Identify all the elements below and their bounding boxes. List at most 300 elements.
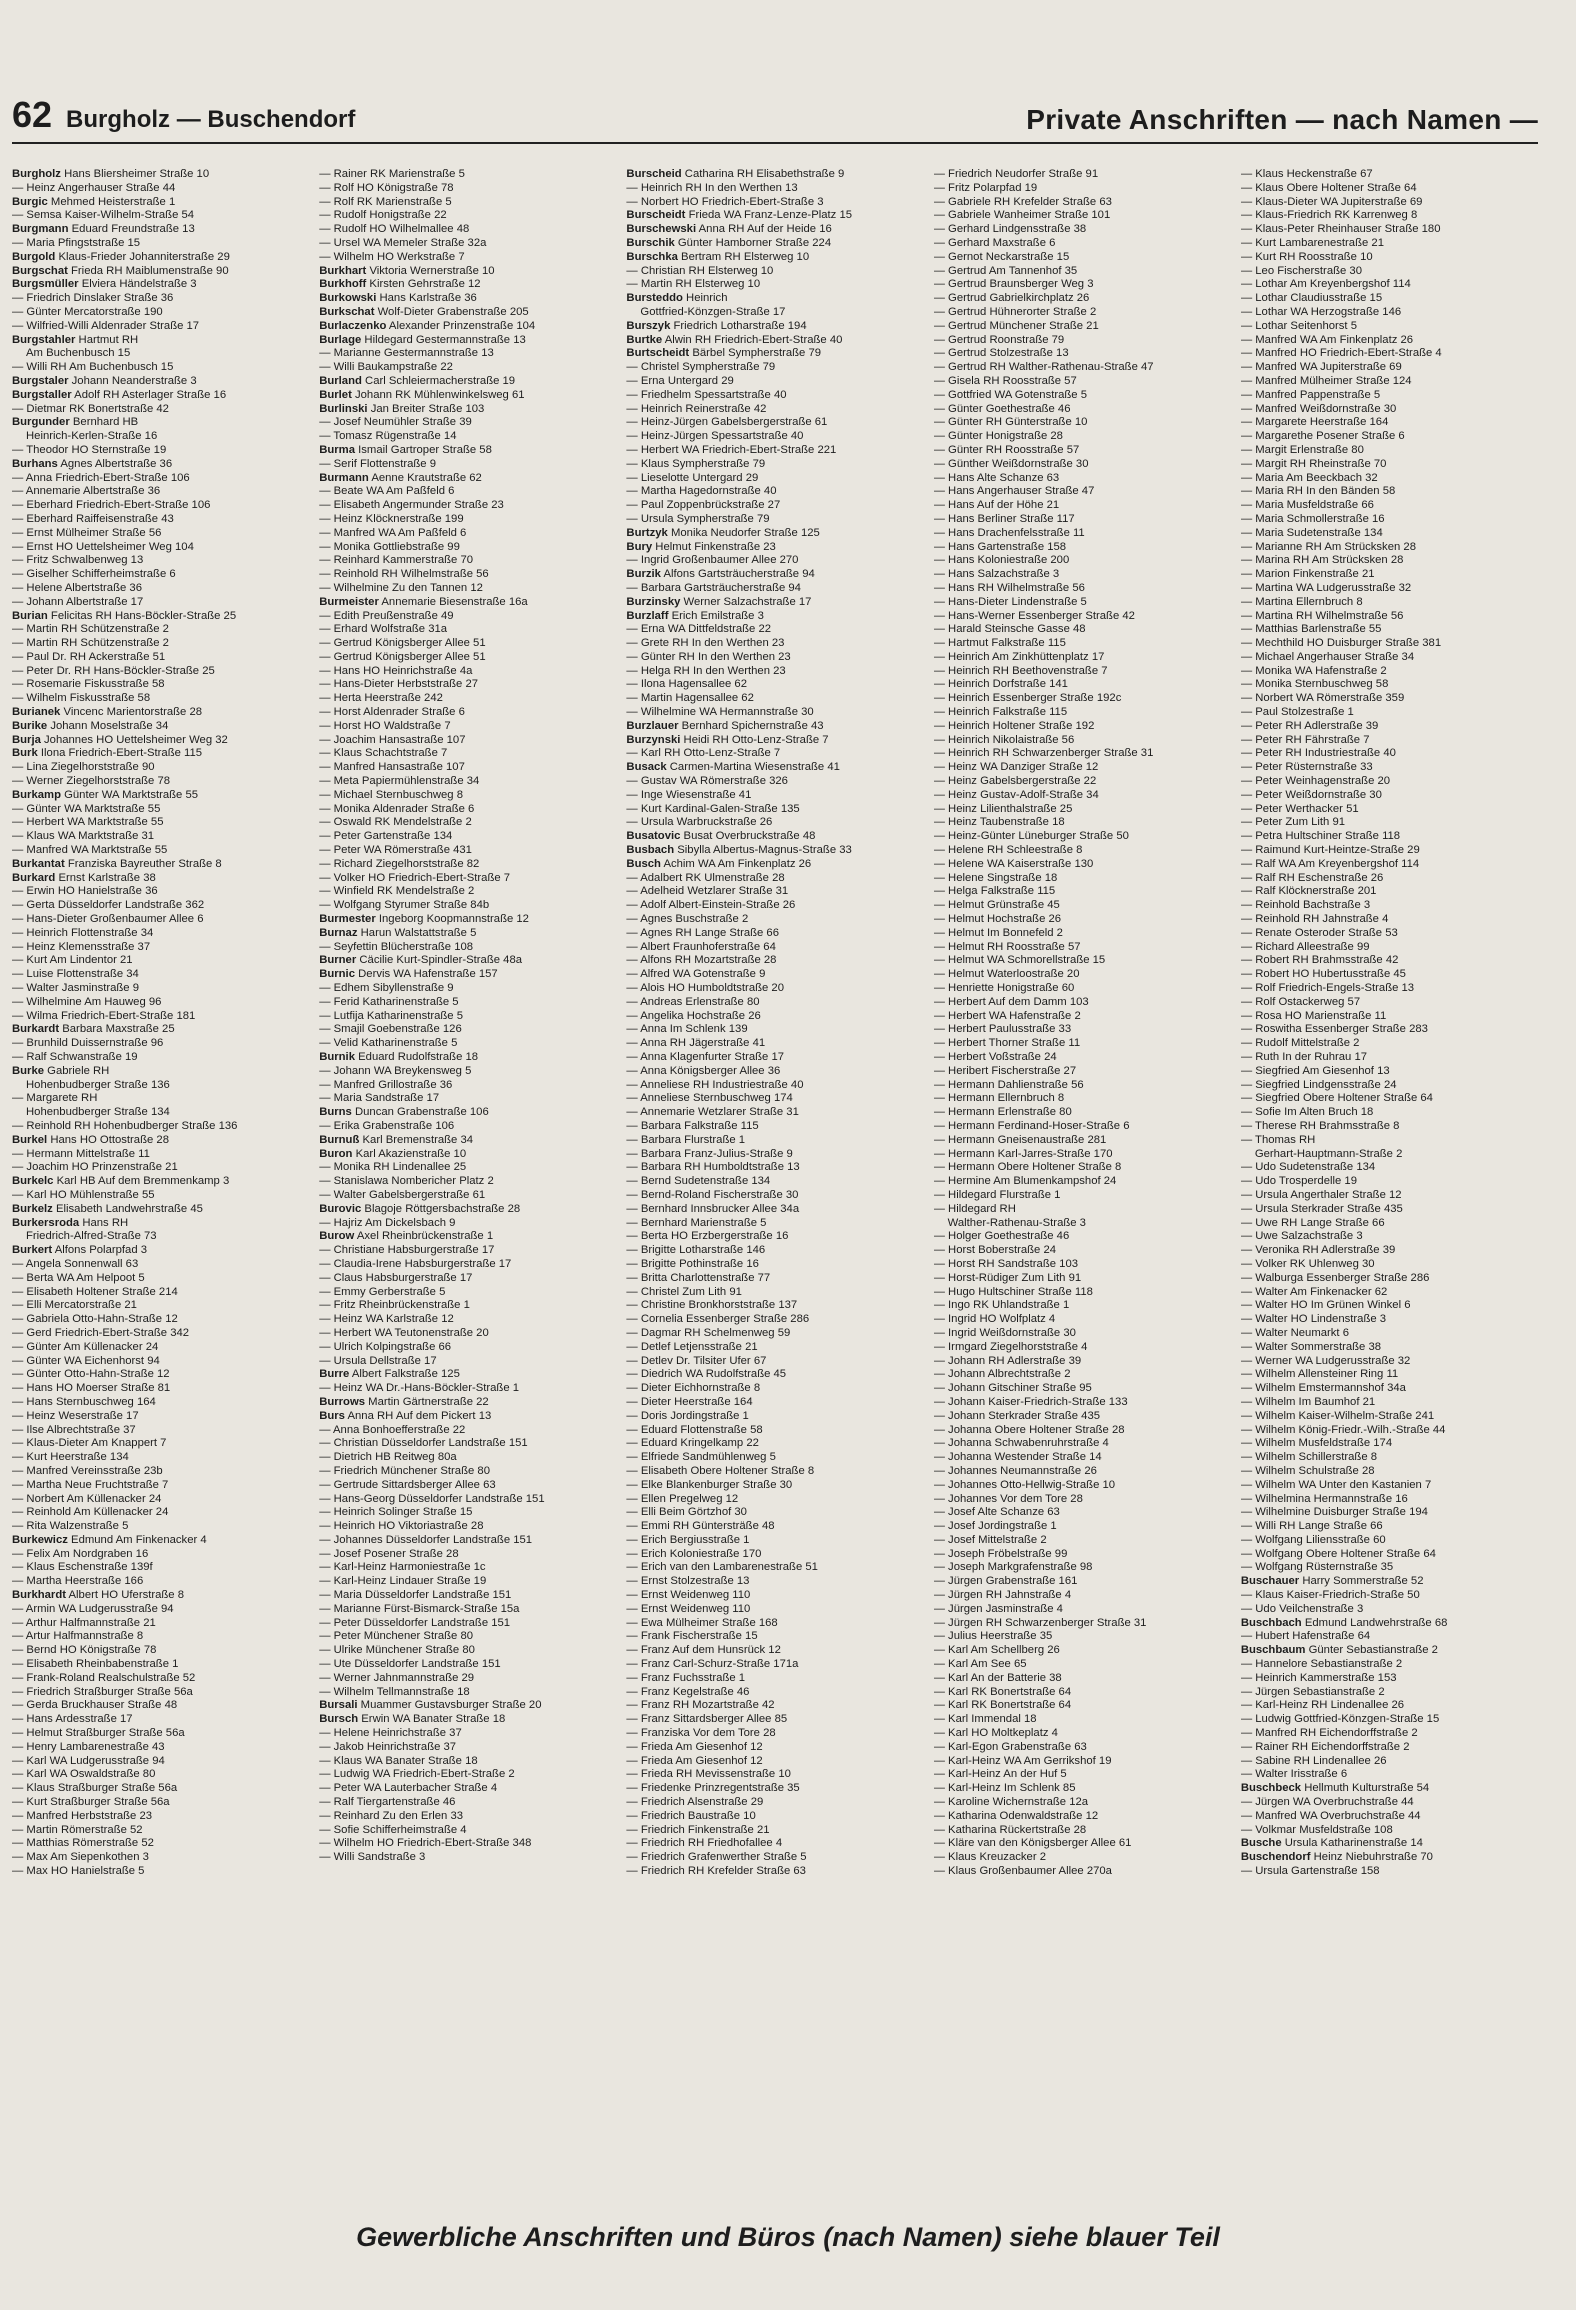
- entry-surname: Burma: [319, 443, 355, 456]
- directory-entry: [626, 1451, 923, 1465]
- name-range-title: Burgholz — Buschendorf: [66, 106, 356, 133]
- directory-entry: [12, 982, 309, 996]
- entry-details: — Ursula Dellstraße 17: [319, 1354, 437, 1367]
- entry-details: Alwin RH Friedrich-Ebert-Straße 40: [664, 333, 843, 346]
- directory-entry: [12, 1741, 309, 1755]
- directory-entry: [1241, 885, 1538, 899]
- entry-details: — Günter Honigstraße 28: [933, 430, 1063, 443]
- directory-entry: [12, 1079, 309, 1093]
- entry-details: — Horst HO Waldstraße 7: [319, 719, 451, 732]
- directory-entry: [12, 1548, 309, 1562]
- entry-details: — Manfred Mülheimer Straße 124: [1240, 374, 1412, 387]
- directory-entry: [319, 1217, 616, 1231]
- directory-entry: [1241, 1644, 1538, 1658]
- entry-details: — Marion Finkenstraße 21: [1240, 568, 1375, 581]
- directory-entry: [1241, 747, 1538, 761]
- entry-details: — Walter HO Im Grünen Winkel 6: [1240, 1299, 1411, 1312]
- entry-details: — Joseph Fröbelstraße 99: [933, 1547, 1068, 1560]
- entry-surname: Burkelz: [12, 1202, 53, 1215]
- directory-entry: [1241, 430, 1538, 444]
- entry-details: — Wilhelmine Zu den Tannen 12: [319, 581, 483, 594]
- entry-surname: Burzik: [626, 568, 661, 581]
- entry-surname: Burkschat: [319, 305, 375, 318]
- directory-entry: [12, 1534, 309, 1548]
- directory-entry: [934, 1741, 1231, 1755]
- directory-entry: [626, 1727, 923, 1741]
- entry-details: Harry Sommerstraße 52: [1302, 1575, 1424, 1588]
- entry-details: — Heinrich Nikolaistraße 56: [933, 733, 1075, 746]
- entry-details: — Gerd Friedrich-Ebert-Straße 342: [12, 1326, 190, 1339]
- directory-entry: [626, 1865, 923, 1879]
- entry-details: — Frieda Am Giesenhof 12: [626, 1754, 763, 1767]
- directory-entry: [626, 292, 923, 306]
- entry-details: — Ruth In der Ruhrau 17: [1240, 1051, 1368, 1063]
- directory-entry: [319, 403, 616, 417]
- directory-entry: [626, 1244, 923, 1258]
- directory-entry: [626, 1465, 923, 1479]
- directory-entry: [1241, 1824, 1538, 1838]
- entry-details: — Wilfried-Willi Aldenrader Straße 17: [12, 319, 200, 332]
- entry-details: — Josef Alte Schanze 63: [933, 1506, 1060, 1519]
- entry-details: Cäcilie Kurt-Spindler-Straße 48a: [359, 954, 523, 967]
- directory-entry: [319, 389, 616, 403]
- entry-details: — Rainer RK Marienstraße 5: [319, 168, 465, 180]
- entry-details: Annemarie Biesenstraße 16a: [381, 595, 528, 608]
- entry-details: — Elke Blankenburger Straße 30: [626, 1478, 793, 1491]
- entry-details: — Dietrich HB Reitweg 80a: [319, 1451, 457, 1464]
- entry-details: — Erich van den Lambarenestraße 51: [626, 1561, 818, 1574]
- entry-details: — Maria Sudetenstraße 134: [1240, 526, 1383, 539]
- directory-entry: [934, 1092, 1231, 1106]
- directory-entry: [934, 610, 1231, 624]
- entry-details: — Rudolf Honigstraße 22: [319, 209, 447, 222]
- directory-entry: [12, 1686, 309, 1700]
- directory-entry: [319, 1686, 616, 1700]
- entry-details: — Heinrich HO Viktoriastraße 28: [319, 1520, 484, 1533]
- directory-entry: [12, 1603, 309, 1617]
- entry-details: — Karl-Heinz RH Lindenallee 26: [1240, 1699, 1405, 1712]
- entry-details: — Herbert WA Friedrich-Ebert-Straße 221: [626, 443, 837, 456]
- entry-details: — Paul Dr. RH Ackerstraße 51: [12, 650, 166, 663]
- entry-details: Anna RH Auf dem Pickert 13: [347, 1409, 492, 1422]
- page-number: 62: [12, 94, 53, 135]
- directory-entry: [626, 1341, 923, 1355]
- directory-entry: [12, 885, 309, 899]
- entry-details: — Roswitha Essenberger Straße 283: [1240, 1023, 1428, 1036]
- entry-details: — Helga RH In den Werthen 23: [626, 664, 786, 677]
- directory-entry: [1241, 1382, 1538, 1396]
- directory-entry: [12, 913, 309, 927]
- directory-entry: [934, 692, 1231, 706]
- directory-entry: [319, 320, 616, 334]
- entry-details: — Fritz Rheinbrückenstraße 1: [319, 1299, 470, 1312]
- entry-details: — Klaus Kaiser-Friedrich-Straße 50: [1240, 1589, 1420, 1602]
- directory-entry: [626, 1010, 923, 1024]
- directory-entry: [934, 499, 1231, 513]
- entry-details: — Angelika Hochstraße 26: [626, 1009, 761, 1022]
- entry-details: — Gerhard Lindgensstraße 38: [933, 223, 1087, 236]
- directory-entry: [934, 320, 1231, 334]
- entry-surname: Burian: [12, 609, 48, 622]
- directory-entry: [12, 444, 309, 458]
- entry-details: — Gertrud Stolzestraße 13: [933, 347, 1069, 360]
- directory-entry: [626, 1203, 923, 1217]
- entry-details: — Paul Stolzestraße 1: [1240, 706, 1354, 719]
- entry-details: — Herbert Auf dem Damm 103: [933, 995, 1089, 1008]
- directory-entry: [1241, 816, 1538, 830]
- entry-details: — Wilma Friedrich-Ebert-Straße 181: [12, 1009, 196, 1022]
- directory-entry: [626, 1782, 923, 1796]
- directory-entry: [934, 665, 1231, 679]
- entry-details: — Gertrud Am Tannenhof 35: [933, 264, 1078, 277]
- directory-entry: [12, 1023, 309, 1037]
- entry-details: — Gerda Bruckhauser Straße 48: [12, 1699, 178, 1712]
- entry-details: — Velid Katharinenstraße 5: [319, 1037, 458, 1050]
- directory-entry: [319, 1465, 616, 1479]
- directory-entry: [934, 347, 1231, 361]
- directory-entry: [1241, 1161, 1538, 1175]
- directory-entry: [626, 1161, 923, 1175]
- entry-details: — Alfred WA Gotenstraße 9: [626, 968, 766, 981]
- directory-entry: [12, 623, 309, 637]
- entry-details: — Manfred HO Friedrich-Ebert-Straße 4: [1240, 347, 1442, 360]
- directory-entry: [934, 1120, 1231, 1134]
- directory-entry: [934, 1382, 1231, 1396]
- directory-entry: [1241, 416, 1538, 430]
- entry-details: Eduard Freundstraße 13: [71, 223, 195, 236]
- directory-entry: [319, 1230, 616, 1244]
- entry-details: — Angela Sonnenwall 63: [12, 1257, 139, 1270]
- directory-entry: [1241, 1713, 1538, 1727]
- directory-entry: [319, 1134, 616, 1148]
- listing-columns: [12, 168, 1538, 1879]
- entry-details: — Wilhelm Kaiser-Wilhelm-Straße 241: [1240, 1409, 1435, 1422]
- entry-details: Gabriele RH: [47, 1064, 110, 1077]
- entry-details: — Monika WA Hafenstraße 2: [1240, 664, 1387, 677]
- entry-details: — Bernd HO Königstraße 78: [12, 1644, 157, 1657]
- entry-details: — Heinrich Dorfstraße 141: [933, 678, 1068, 691]
- directory-entry: [319, 1699, 616, 1713]
- entry-details: — Gottfried WA Gotenstraße 5: [933, 388, 1088, 401]
- directory-entry: [12, 334, 309, 348]
- entry-details: — Frieda RH Mevissenstraße 10: [626, 1768, 791, 1781]
- directory-entry: [1241, 1258, 1538, 1272]
- entry-details: Am Buchenbusch 15: [26, 347, 131, 360]
- directory-entry: [319, 1548, 616, 1562]
- directory-entry: [319, 623, 616, 637]
- entry-details: — Joseph Markgrafenstraße 98: [933, 1561, 1093, 1574]
- directory-entry: [12, 1810, 309, 1824]
- entry-details: — Karl-Heinz Lindauer Straße 19: [319, 1575, 487, 1588]
- directory-entry: [626, 1396, 923, 1410]
- entry-details: — Jürgen Jasminstraße 4: [933, 1602, 1063, 1615]
- entry-details: — Theodor HO Sternstraße 19: [12, 443, 167, 456]
- entry-surname: Burrows: [319, 1395, 366, 1408]
- entry-details: — Wilhelmine Am Hauweg 96: [12, 995, 162, 1008]
- entry-surname: Burgstaller: [12, 388, 72, 401]
- entry-details: — Monika Aldenrader Straße 6: [319, 802, 475, 815]
- entry-surname: Busatovic: [626, 830, 681, 843]
- directory-entry: [1241, 665, 1538, 679]
- entry-details: Günter Sebastianstraße 2: [1308, 1644, 1438, 1657]
- entry-details: — Anna Friedrich-Ebert-Straße 106: [12, 471, 190, 484]
- entry-details: — Smajil Goebenstraße 126: [319, 1023, 462, 1036]
- entry-surname: Burtke: [626, 333, 663, 346]
- entry-details: — Lothar Am Kreyenbergshof 114: [1240, 278, 1411, 291]
- entry-surname: Busch: [626, 857, 661, 870]
- entry-details: — Maria Schmollerstraße 16: [1240, 512, 1385, 525]
- entry-details: — Ute Düsseldorfer Landstraße 151: [319, 1658, 501, 1671]
- directory-entry: [934, 1465, 1231, 1479]
- entry-details: — Josef Neumühler Straße 39: [319, 416, 472, 429]
- directory-entry: [319, 237, 616, 251]
- directory-entry: [12, 1327, 309, 1341]
- directory-entry: [934, 1134, 1231, 1148]
- directory-entry: [1241, 1727, 1538, 1741]
- directory-entry: [319, 292, 616, 306]
- directory-entry: [626, 1023, 923, 1037]
- directory-entry: [934, 1824, 1231, 1838]
- entry-surname: Bursali: [319, 1699, 358, 1712]
- entry-details: — Reinhard Zu den Erlen 33: [319, 1809, 464, 1822]
- entry-details: — Hubert Hafenstraße 64: [1240, 1630, 1371, 1643]
- entry-details: — Barbara Franz-Julius-Straße 9: [626, 1147, 793, 1160]
- entry-details: — Volker HO Friedrich-Ebert-Straße 7: [319, 871, 511, 884]
- entry-details: — Wilhelm HO Friedrich-Ebert-Straße 348: [319, 1837, 532, 1850]
- directory-entry: [1241, 1493, 1538, 1507]
- entry-details: Helmut Finkenstraße 23: [655, 540, 776, 553]
- entry-details: — Walter Neumarkt 6: [1240, 1326, 1349, 1339]
- entry-details: Hildegard Gestermannstraße 13: [364, 333, 526, 346]
- directory-entry: [934, 596, 1231, 610]
- entry-details: — Peter Münchener Straße 80: [319, 1630, 474, 1643]
- entry-details: Adolf RH Asterlager Straße 16: [74, 388, 227, 401]
- entry-details: — Brunhild Duissernstraße 96: [12, 1037, 164, 1050]
- directory-entry: [319, 444, 616, 458]
- entry-details: — Brigitte Lotharstraße 146: [626, 1244, 766, 1257]
- directory-entry: [319, 1161, 616, 1175]
- directory-entry: [1241, 1534, 1538, 1548]
- entry-details: Carl Schleiermacherstraße 19: [365, 374, 516, 387]
- entry-details: Bernhard Spichernstraße 43: [681, 719, 824, 732]
- entry-surname: Burkhart: [319, 264, 367, 277]
- entry-details: — Klaus Heckenstraße 67: [1240, 168, 1373, 180]
- entry-details: Busat Overbruckstraße 48: [683, 830, 816, 843]
- directory-entry: [626, 1630, 923, 1644]
- directory-entry: [626, 1837, 923, 1851]
- entry-surname: Burgschat: [12, 264, 68, 277]
- entry-details: — Hans-Georg Düsseldorfer Landstraße 151: [319, 1492, 545, 1505]
- entry-details: Johann Moselstraße 34: [50, 719, 169, 732]
- directory-entry: [626, 1272, 923, 1286]
- entry-details: — Friedrich RH Friedhofallee 4: [626, 1837, 783, 1850]
- directory-entry: [626, 1617, 923, 1631]
- directory-entry: [319, 899, 616, 913]
- entry-surname: Burtscheidt: [626, 347, 690, 360]
- listing-column-4: [934, 168, 1231, 1879]
- entry-surname: Burkantat: [12, 857, 65, 870]
- entry-details: — Elisabeth Angermunder Straße 23: [319, 499, 504, 512]
- entry-details: — Wolfgang Rüsternstraße 35: [1240, 1561, 1394, 1574]
- directory-entry: [319, 775, 616, 789]
- directory-entry: [1241, 1617, 1538, 1631]
- entry-details: — Martha Hagedornstraße 40: [626, 485, 777, 498]
- entry-details: — Klaus Kreuzacker 2: [933, 1851, 1046, 1864]
- entry-details: — Hermann Erlenstraße 80: [933, 1106, 1072, 1119]
- entry-details: — Heinrich Flottenstraße 34: [12, 926, 154, 939]
- directory-entry: [626, 803, 923, 817]
- entry-surname: Burgsmüller: [12, 278, 79, 291]
- entry-details: — Karl An der Batterie 38: [933, 1671, 1062, 1684]
- entry-surname: Burnik: [319, 1051, 355, 1063]
- entry-details: — Marianne Gestermannstraße 13: [319, 347, 494, 360]
- entry-details: — Walburga Essenberger Straße 286: [1240, 1271, 1430, 1284]
- directory-entry: [934, 872, 1231, 886]
- entry-details: — Matthias Römerstraße 52: [12, 1837, 154, 1850]
- entry-details: — Serif Flottenstraße 9: [319, 457, 436, 470]
- entry-details: — Lutfija Katharinenstraße 5: [319, 1009, 464, 1022]
- directory-entry: [626, 1561, 923, 1575]
- directory-entry: [319, 1203, 616, 1217]
- directory-entry: [626, 541, 923, 555]
- directory-entry: [1241, 1630, 1538, 1644]
- entry-surname: Burschewski: [626, 223, 697, 236]
- entry-details: — Hildegard RH: [933, 1202, 1016, 1215]
- entry-details: — Günter WA Eichenhorst 94: [12, 1354, 160, 1367]
- directory-entry: [626, 375, 923, 389]
- directory-entry: [12, 1713, 309, 1727]
- directory-entry: [626, 196, 923, 210]
- entry-details: — Martina WA Ludgerusstraße 32: [1240, 581, 1412, 594]
- entry-details: — Eberhard Friedrich-Ebert-Straße 106: [12, 499, 211, 512]
- directory-entry: [12, 941, 309, 955]
- directory-entry: [626, 209, 923, 223]
- directory-entry: [12, 389, 309, 403]
- entry-details: — Marianne Fürst-Bismarck-Straße 15a: [319, 1602, 520, 1615]
- directory-entry: [934, 1617, 1231, 1631]
- entry-surname: Burkardt: [12, 1023, 60, 1036]
- directory-entry: [626, 678, 923, 692]
- entry-details: — Anna Klagenfurter Straße 17: [626, 1051, 785, 1063]
- entry-surname: Burnuß: [319, 1133, 360, 1146]
- section-title: Private Anschriften — nach Namen —: [1026, 104, 1538, 135]
- directory-entry: [934, 416, 1231, 430]
- entry-surname: Buschbach: [1240, 1616, 1302, 1629]
- directory-entry: [626, 1134, 923, 1148]
- directory-entry: [1241, 982, 1538, 996]
- entry-details: — Hans RH Wilhelmstraße 56: [933, 581, 1085, 594]
- entry-surname: Burmester: [319, 913, 376, 926]
- directory-entry: [626, 458, 923, 472]
- directory-entry: [319, 1575, 616, 1589]
- entry-details: — Wilhelm WA Unter den Kastanien 7: [1240, 1478, 1432, 1491]
- entry-details: — Margit RH Rheinstraße 70: [1240, 457, 1387, 470]
- entry-details: Agnes Albertstraße 36: [60, 457, 173, 470]
- entry-details: — Armin WA Ludgerusstraße 94: [12, 1602, 174, 1615]
- directory-entry: [12, 678, 309, 692]
- directory-entry: [626, 1258, 923, 1272]
- entry-details: — Friedrich Baustraße 10: [626, 1809, 756, 1822]
- directory-entry: [626, 789, 923, 803]
- entry-details: — Karl Immendal 18: [933, 1713, 1037, 1726]
- directory-entry: [1241, 1355, 1538, 1369]
- entry-details: — Klaus Sympherstraße 79: [626, 457, 766, 470]
- entry-details: Friedrich-Alfred-Straße 73: [26, 1230, 157, 1243]
- entry-details: — Friedrich Neudorfer Straße 91: [933, 168, 1099, 180]
- directory-entry: [626, 1644, 923, 1658]
- directory-entry: [626, 596, 923, 610]
- entry-surname: Buron: [319, 1147, 353, 1160]
- entry-surname: Buschbaum: [1240, 1644, 1306, 1657]
- directory-entry: [319, 872, 616, 886]
- entry-details: — Raimund Kurt-Heintze-Straße 29: [1240, 844, 1420, 857]
- entry-details: — Ferid Katharinenstraße 5: [319, 995, 459, 1008]
- directory-entry: [319, 168, 616, 182]
- directory-entry: [12, 1727, 309, 1741]
- entry-details: — Horst-Rüdiger Zum Lith 91: [933, 1271, 1082, 1284]
- directory-entry: [934, 803, 1231, 817]
- directory-entry: [319, 416, 616, 430]
- entry-details: — Eduard Flottenstraße 58: [626, 1423, 763, 1436]
- entry-details: — Kurt RH Roosstraße 10: [1240, 250, 1373, 263]
- entry-details: — Ulrike Münchener Straße 80: [319, 1644, 475, 1657]
- directory-entry: [934, 1023, 1231, 1037]
- directory-entry: [626, 1520, 923, 1534]
- directory-entry: [1241, 1865, 1538, 1879]
- entry-details: Martin Gärtnerstraße 22: [368, 1395, 489, 1408]
- entry-surname: Burs: [319, 1409, 345, 1422]
- directory-entry: [626, 237, 923, 251]
- directory-entry: [12, 1065, 309, 1079]
- directory-entry: [934, 1010, 1231, 1024]
- entry-details: — Adelheid Wetzlarer Straße 31: [626, 885, 789, 898]
- entry-details: — Elisabeth Obere Holtener Straße 8: [626, 1464, 815, 1477]
- directory-entry: [934, 1272, 1231, 1286]
- entry-details: — Ludwig WA Friedrich-Ebert-Straße 2: [319, 1768, 515, 1781]
- directory-entry: [934, 265, 1231, 279]
- entry-surname: Burland: [319, 374, 362, 387]
- directory-entry: [934, 982, 1231, 996]
- entry-details: — Werner Ziegelhorststraße 78: [12, 775, 171, 788]
- entry-details: — Josef Posener Straße 28: [319, 1547, 459, 1560]
- entry-details: — Karl Am See 65: [933, 1658, 1027, 1671]
- directory-entry: [626, 830, 923, 844]
- directory-entry: [934, 1506, 1231, 1520]
- entry-details: — Manfred Herbststraße 23: [12, 1809, 153, 1822]
- entry-details: — Klaus-Peter Rheinhauser Straße 180: [1240, 223, 1441, 236]
- entry-details: — Franz Sittardsberger Allee 85: [626, 1713, 788, 1726]
- entry-surname: Burtzyk: [626, 526, 668, 539]
- entry-details: — Karl RK Bonertstraße 64: [933, 1685, 1072, 1698]
- directory-entry: [1241, 472, 1538, 486]
- directory-entry: [934, 720, 1231, 734]
- entry-details: — Gertrude Sittardsberger Allee 63: [319, 1478, 496, 1491]
- entry-surname: Burzlaff: [626, 609, 669, 622]
- directory-entry: [12, 582, 309, 596]
- directory-entry: [1241, 1782, 1538, 1796]
- entry-details: — Hans-Dieter Großenbaumer Allee 6: [12, 913, 204, 926]
- entry-details: — Hartmut Falkstraße 115: [933, 637, 1066, 650]
- entry-details: Axel Rheinbrückenstraße 1: [356, 1230, 494, 1243]
- entry-details: — Martina Ellernbruch 8: [1240, 595, 1363, 608]
- entry-details: — Rosemarie Fiskusstraße 58: [12, 678, 165, 691]
- directory-entry: [626, 1672, 923, 1686]
- directory-entry: [934, 168, 1231, 182]
- directory-entry: [934, 954, 1231, 968]
- directory-entry: [319, 499, 616, 513]
- directory-entry: [626, 223, 923, 237]
- entry-surname: Burike: [12, 719, 48, 732]
